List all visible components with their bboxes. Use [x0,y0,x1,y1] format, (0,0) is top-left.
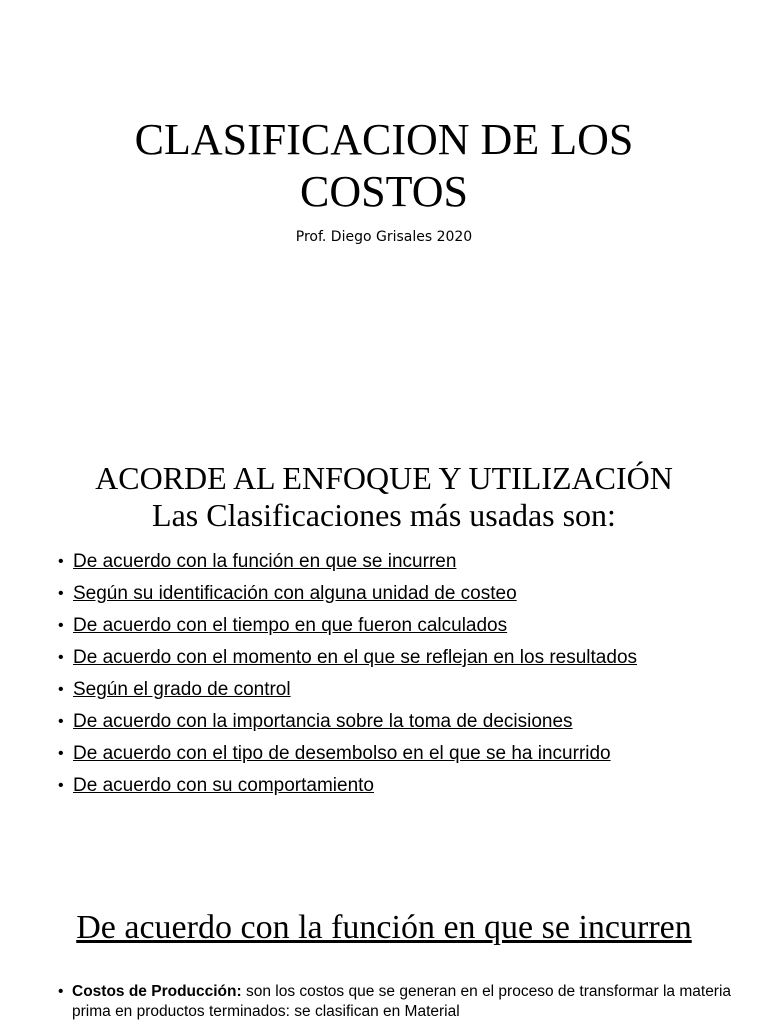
title-line-1: CLASIFICACION DE LOS [134,115,634,164]
bullet-icon: • [58,649,64,666]
bullet-icon: • [58,745,64,762]
list-item [58,642,748,674]
classification-link[interactable]: Según su identificación con alguna unidad de costeo [73,583,517,604]
heading-line-2: Las Clasificaciones más usadas son: [152,497,616,533]
list-item [58,578,748,610]
bullet-icon: • [58,713,64,730]
classification-link[interactable]: De acuerdo con el tipo de desembolso en el que se ha incurrido [73,743,611,764]
bullet-icon: • [58,777,64,794]
classification-link[interactable]: De acuerdo con el tiempo en que fueron calculados [73,615,508,636]
title-line-2: COSTOS [300,167,468,216]
list-item [58,674,748,706]
function-heading: De acuerdo con la función en que se incurren [76,909,692,946]
slide-title [0,0,768,432]
classification-link[interactable]: De acuerdo con su comportamiento [73,775,374,796]
list-item [58,610,748,642]
classification-link[interactable]: Según el grado de control [73,679,291,700]
classification-list [58,546,748,802]
slide-subtitle: Prof. Diego Grisales 2020 [295,229,473,245]
function-paragraph-body [58,982,748,1022]
classification-link[interactable]: De acuerdo con la función en que se incurren [73,551,457,572]
term-definition: son los costos que se generan en el proceso de transformar la materia prima en productos terminados: se clasifican en Material [72,983,732,1020]
slide-function [0,864,768,1024]
classification-link[interactable]: De acuerdo con el momento en el que se reflejan en los resultados [73,647,638,668]
slide-classifications [0,432,768,864]
bullet-icon: • [58,983,64,1000]
bullet-icon: • [58,617,64,634]
bullet-icon: • [58,585,64,602]
classifications-heading [0,460,768,534]
slide-title-heading [0,114,768,218]
list-item [58,770,748,802]
bullet-icon: • [58,681,64,698]
heading-line-1: ACORDE AL ENFOQUE Y UTILIZACIÓN [95,460,673,496]
classification-link[interactable]: De acuerdo con la importancia sobre la toma de decisiones [73,711,573,732]
function-paragraph [58,982,748,1022]
list-item [58,738,748,770]
term-label: Costos de Producción: [72,983,242,1000]
bullet-icon: • [58,553,64,570]
list-item [58,546,748,578]
list-item [58,706,748,738]
